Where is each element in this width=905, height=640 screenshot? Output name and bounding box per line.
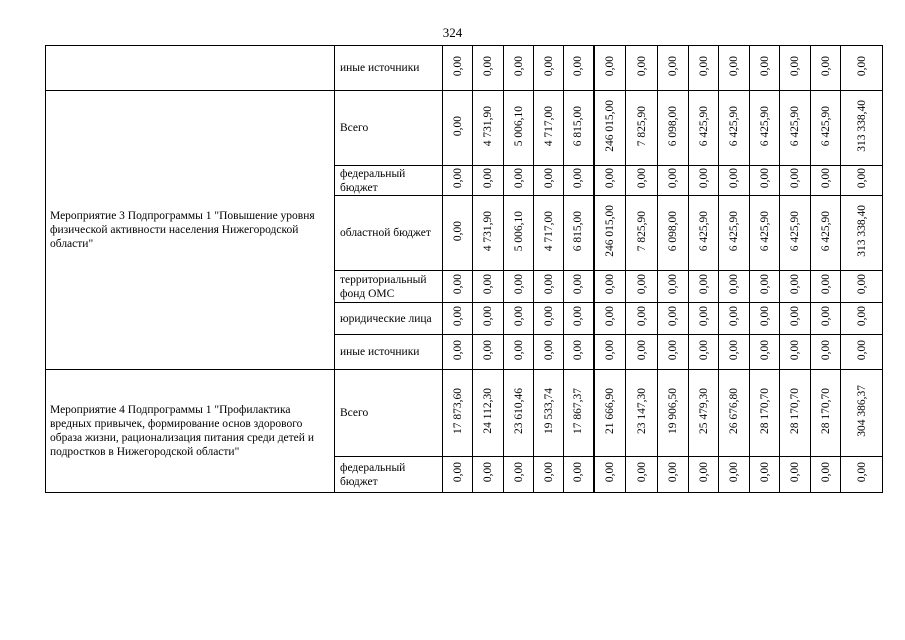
table-row: [46, 91, 883, 166]
value-text: 0,00: [542, 168, 555, 189]
value-text: 0,00: [697, 168, 710, 189]
value-text: 0,00: [572, 168, 585, 189]
value-cell: [504, 335, 534, 370]
value-cell: [750, 271, 780, 303]
value-cell: [719, 370, 750, 457]
value-cell: [443, 370, 473, 457]
value-cell: [841, 166, 883, 196]
value-text: 0,00: [855, 306, 868, 327]
value-text: 0,00: [482, 168, 494, 189]
value-text: 6 425,90: [789, 210, 801, 252]
page-number: 324: [442, 25, 463, 40]
value-text: 0,00: [635, 168, 648, 189]
value-cell: [473, 370, 504, 457]
value-cell: [473, 457, 504, 493]
value-cell: [689, 91, 719, 166]
value-cell: [504, 196, 534, 271]
value-cell: [473, 335, 504, 370]
value-text: 0,00: [603, 55, 616, 77]
value-text: 0,00: [667, 339, 679, 361]
value-cell: [564, 303, 594, 335]
value-text: 0,00: [482, 339, 494, 361]
value-text: 28 170,70: [758, 388, 771, 434]
value-text: 0,00: [855, 339, 868, 361]
value-text: 0,00: [855, 274, 868, 295]
value-text: 0,00: [572, 55, 585, 77]
value-cell: [689, 196, 719, 271]
value-text: 0,00: [603, 339, 616, 361]
value-text: 0,00: [635, 306, 648, 327]
value-text: 0,00: [635, 339, 648, 361]
value-text: 6 425,90: [819, 210, 832, 252]
value-cell: [594, 91, 626, 166]
value-cell: [534, 457, 564, 493]
value-cell: [504, 370, 534, 457]
value-text: 0,00: [482, 274, 494, 295]
value-text: 0,00: [758, 168, 771, 189]
value-cell: [534, 370, 564, 457]
value-text: 4 731,90: [482, 210, 494, 252]
value-cell: [626, 46, 658, 91]
value-text: 6 425,90: [728, 105, 740, 147]
value-cell: [443, 303, 473, 335]
value-text: 19 906,50: [667, 388, 679, 434]
value-cell: [658, 271, 689, 303]
value-cell: [564, 271, 594, 303]
value-text: 23 610,46: [512, 388, 525, 434]
value-cell: [443, 91, 473, 166]
value-text: 6 425,90: [758, 210, 771, 252]
value-text: 6 425,90: [758, 105, 771, 147]
value-cell: [658, 457, 689, 493]
value-cell: [534, 196, 564, 271]
value-text: 313 338,40: [855, 205, 868, 257]
value-cell: [780, 196, 811, 271]
value-text: 0,00: [451, 462, 464, 483]
value-text: 0,00: [667, 306, 679, 327]
value-cell: [689, 166, 719, 196]
value-text: 0,00: [572, 306, 585, 327]
value-cell: [658, 196, 689, 271]
value-text: 5 006,10: [512, 105, 525, 147]
value-cell: [719, 196, 750, 271]
funding-source: Всего: [335, 91, 443, 166]
value-text: 0,00: [697, 339, 710, 361]
funding-source: юридические лица: [335, 303, 443, 335]
value-cell: [811, 91, 841, 166]
value-text: 4 717,00: [542, 105, 555, 147]
value-text: 0,00: [697, 55, 710, 77]
value-text: 0,00: [758, 274, 771, 295]
value-cell: [443, 46, 473, 91]
value-text: 0,00: [819, 306, 832, 327]
value-text: 246 015,00: [603, 100, 616, 152]
value-text: 0,00: [855, 462, 868, 483]
value-text: 0,00: [451, 220, 464, 242]
value-cell: [564, 370, 594, 457]
value-text: 0,00: [451, 274, 464, 295]
value-text: 0,00: [758, 55, 771, 77]
value-cell: [811, 370, 841, 457]
value-cell: [811, 196, 841, 271]
value-cell: [564, 46, 594, 91]
value-cell: [534, 335, 564, 370]
value-text: 0,00: [728, 168, 740, 189]
value-cell: [689, 457, 719, 493]
value-cell: [594, 166, 626, 196]
value-text: 0,00: [789, 274, 801, 295]
value-cell: [750, 166, 780, 196]
activity-description: Мероприятие 3 Подпрограммы 1 "Повышение уровня физической активности населения Нижегородской области": [46, 91, 335, 370]
value-cell: [689, 370, 719, 457]
value-text: 24 112,30: [482, 388, 494, 434]
value-cell: [504, 303, 534, 335]
value-cell: [780, 457, 811, 493]
value-cell: [780, 271, 811, 303]
value-text: 7 825,90: [635, 105, 648, 147]
value-text: 6 425,90: [697, 105, 710, 147]
value-text: 0,00: [819, 274, 832, 295]
value-text: 0,00: [789, 55, 801, 77]
value-cell: [626, 335, 658, 370]
value-cell: [658, 303, 689, 335]
value-cell: [594, 303, 626, 335]
value-cell: [841, 457, 883, 493]
value-cell: [780, 46, 811, 91]
value-text: 0,00: [728, 462, 740, 483]
value-text: 25 479,30: [697, 388, 710, 434]
value-cell: [811, 46, 841, 91]
value-text: 0,00: [855, 55, 868, 77]
value-text: 19 533,74: [542, 388, 555, 434]
value-text: 0,00: [542, 339, 555, 361]
value-cell: [534, 271, 564, 303]
value-cell: [841, 271, 883, 303]
value-cell: [564, 335, 594, 370]
value-text: 0,00: [697, 462, 710, 483]
value-cell: [811, 335, 841, 370]
budget-table: [45, 45, 883, 493]
value-cell: [658, 370, 689, 457]
value-cell: [473, 166, 504, 196]
value-text: 0,00: [512, 168, 525, 189]
value-cell: [750, 370, 780, 457]
value-text: 0,00: [728, 306, 740, 327]
value-text: 0,00: [819, 168, 832, 189]
value-cell: [564, 91, 594, 166]
value-text: 5 006,10: [512, 210, 525, 252]
value-cell: [443, 196, 473, 271]
value-text: 0,00: [789, 168, 801, 189]
value-cell: [658, 166, 689, 196]
value-text: 4 731,90: [482, 105, 494, 147]
value-text: 0,00: [635, 462, 648, 483]
value-cell: [780, 303, 811, 335]
value-cell: [626, 271, 658, 303]
value-text: 4 717,00: [542, 210, 555, 252]
activity-description: [46, 46, 335, 91]
value-text: 0,00: [819, 339, 832, 361]
value-text: 0,00: [758, 306, 771, 327]
value-cell: [473, 303, 504, 335]
value-text: 0,00: [482, 55, 494, 77]
value-text: 0,00: [697, 274, 710, 295]
value-cell: [811, 303, 841, 335]
value-cell: [719, 271, 750, 303]
value-cell: [780, 91, 811, 166]
value-cell: [564, 166, 594, 196]
value-cell: [534, 166, 564, 196]
value-cell: [811, 166, 841, 196]
value-text: 0,00: [542, 274, 555, 295]
value-text: 0,00: [667, 274, 679, 295]
value-cell: [534, 303, 564, 335]
value-cell: [750, 196, 780, 271]
value-cell: [658, 335, 689, 370]
value-text: 0,00: [635, 274, 648, 295]
value-text: 6 425,90: [728, 210, 740, 252]
value-text: 0,00: [512, 306, 525, 327]
value-text: 21 666,90: [603, 388, 616, 434]
value-text: 0,00: [572, 462, 585, 483]
value-cell: [594, 46, 626, 91]
value-text: 6 098,00: [667, 210, 679, 252]
value-text: 0,00: [697, 306, 710, 327]
value-text: 17 867,37: [572, 388, 585, 434]
value-cell: [626, 457, 658, 493]
value-text: 6 815,00: [572, 210, 585, 252]
value-cell: [594, 457, 626, 493]
value-cell: [443, 335, 473, 370]
value-text: 0,00: [603, 306, 616, 327]
value-cell: [564, 196, 594, 271]
value-cell: [594, 271, 626, 303]
value-text: 6 098,00: [667, 105, 679, 147]
value-cell: [841, 370, 883, 457]
value-cell: [443, 457, 473, 493]
value-text: 28 170,70: [819, 388, 832, 434]
funding-source: федеральный бюджет: [335, 457, 443, 493]
value-text: 0,00: [542, 306, 555, 327]
value-text: 0,00: [512, 274, 525, 295]
value-text: 0,00: [855, 168, 868, 189]
value-cell: [473, 46, 504, 91]
value-text: 0,00: [728, 55, 740, 77]
value-cell: [689, 46, 719, 91]
value-text: 0,00: [667, 55, 679, 77]
value-text: 0,00: [482, 462, 494, 483]
value-cell: [564, 457, 594, 493]
value-cell: [443, 271, 473, 303]
value-cell: [658, 46, 689, 91]
value-cell: [504, 166, 534, 196]
value-text: 0,00: [542, 462, 555, 483]
value-cell: [534, 91, 564, 166]
value-cell: [626, 91, 658, 166]
value-text: 0,00: [451, 115, 464, 137]
value-cell: [473, 91, 504, 166]
value-cell: [689, 271, 719, 303]
value-cell: [719, 303, 750, 335]
funding-source: областной бюджет: [335, 196, 443, 271]
value-text: 0,00: [789, 462, 801, 483]
value-text: 0,00: [572, 339, 585, 361]
value-text: 304 386,37: [855, 385, 868, 437]
funding-source: территориальный фонд ОМС: [335, 271, 443, 303]
funding-source: Всего: [335, 370, 443, 457]
value-text: 6 815,00: [572, 105, 585, 147]
funding-source: иные источники: [335, 335, 443, 370]
value-cell: [658, 91, 689, 166]
value-cell: [841, 91, 883, 166]
value-cell: [626, 166, 658, 196]
value-text: 6 425,90: [789, 105, 801, 147]
value-text: 246 015,00: [603, 205, 616, 257]
value-cell: [841, 335, 883, 370]
value-text: 0,00: [667, 168, 679, 189]
value-cell: [719, 91, 750, 166]
value-cell: [841, 46, 883, 91]
value-text: 0,00: [758, 339, 771, 361]
value-text: 0,00: [819, 462, 832, 483]
value-text: 6 425,90: [819, 105, 832, 147]
value-cell: [443, 166, 473, 196]
value-cell: [504, 46, 534, 91]
value-cell: [504, 271, 534, 303]
value-cell: [780, 370, 811, 457]
value-text: 0,00: [572, 274, 585, 295]
value-text: 0,00: [482, 306, 494, 327]
value-cell: [750, 335, 780, 370]
value-text: 28 170,70: [789, 388, 801, 434]
value-cell: [780, 166, 811, 196]
value-cell: [689, 335, 719, 370]
value-cell: [750, 91, 780, 166]
value-text: 313 338,40: [855, 100, 868, 152]
value-cell: [473, 196, 504, 271]
value-cell: [594, 370, 626, 457]
value-text: 6 425,90: [697, 210, 710, 252]
value-cell: [719, 166, 750, 196]
value-cell: [811, 271, 841, 303]
value-cell: [626, 196, 658, 271]
value-cell: [811, 457, 841, 493]
value-text: 0,00: [451, 306, 464, 327]
value-cell: [750, 46, 780, 91]
value-text: 0,00: [635, 55, 648, 77]
value-text: 0,00: [758, 462, 771, 483]
value-text: 26 676,80: [728, 388, 740, 434]
value-cell: [689, 303, 719, 335]
value-text: 0,00: [728, 339, 740, 361]
value-cell: [719, 46, 750, 91]
value-text: 0,00: [542, 55, 555, 77]
value-text: 0,00: [512, 462, 525, 483]
value-cell: [473, 271, 504, 303]
value-cell: [780, 335, 811, 370]
value-cell: [719, 457, 750, 493]
value-text: 0,00: [451, 168, 464, 189]
value-cell: [626, 370, 658, 457]
value-text: 0,00: [603, 168, 616, 189]
activity-description: Мероприятие 4 Подпрограммы 1 "Профилактика вредных привычек, формирование основ здорового образа жизни, рационализация питания среди детей и подростков в Нижегородской области": [46, 370, 335, 493]
funding-source: иные источники: [335, 46, 443, 91]
value-cell: [504, 91, 534, 166]
value-text: 0,00: [603, 462, 616, 483]
value-text: 0,00: [789, 306, 801, 327]
value-text: 23 147,30: [635, 388, 648, 434]
value-cell: [594, 335, 626, 370]
value-text: 0,00: [512, 55, 525, 77]
value-text: 0,00: [451, 55, 464, 77]
value-text: 17 873,60: [451, 388, 464, 434]
value-text: 0,00: [667, 462, 679, 483]
value-cell: [626, 303, 658, 335]
value-text: 7 825,90: [635, 210, 648, 252]
value-cell: [750, 457, 780, 493]
table-row: [46, 46, 883, 91]
value-cell: [719, 335, 750, 370]
value-cell: [750, 303, 780, 335]
value-text: 0,00: [789, 339, 801, 361]
value-cell: [841, 196, 883, 271]
value-cell: [504, 457, 534, 493]
value-cell: [841, 303, 883, 335]
value-text: 0,00: [451, 339, 464, 361]
value-text: 0,00: [603, 274, 616, 295]
value-text: 0,00: [512, 339, 525, 361]
table-row: [46, 370, 883, 457]
value-cell: [534, 46, 564, 91]
value-text: 0,00: [728, 274, 740, 295]
value-cell: [594, 196, 626, 271]
value-text: 0,00: [819, 55, 832, 77]
funding-source: федеральный бюджет: [335, 166, 443, 196]
